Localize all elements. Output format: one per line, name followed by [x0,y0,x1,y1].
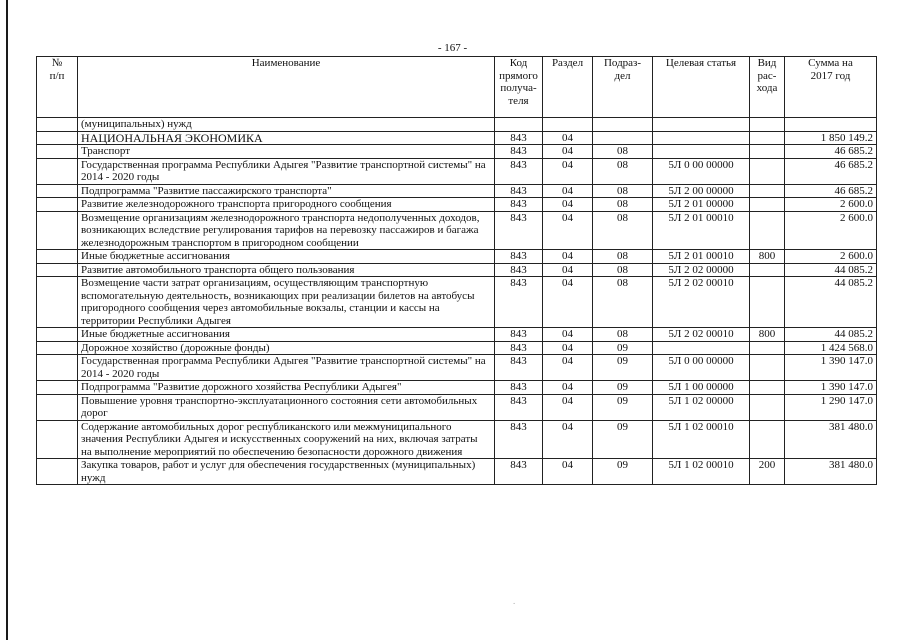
row-section-cell: 04 [543,459,593,485]
row-sum-cell: 44 085.2 [785,328,877,342]
col-header-num: № п/п [37,57,78,118]
row-code-cell: 843 [495,328,543,342]
row-section-cell: 04 [543,381,593,395]
row-num-cell [37,131,78,145]
row-code-cell: 843 [495,459,543,485]
row-target-cell [653,341,750,355]
row-sum-cell: 46 685.2 [785,145,877,159]
table-row [37,328,877,342]
row-subsection-cell: 08 [593,198,653,212]
row-subsection-cell: 08 [593,263,653,277]
row-target-cell: 5Л 0 00 00000 [653,158,750,184]
scan-mark: . [513,596,516,606]
row-num-cell [37,277,78,328]
row-num-cell [37,328,78,342]
scan-left-border [6,0,8,640]
row-code-cell: 843 [495,184,543,198]
row-subsection-cell: 08 [593,145,653,159]
row-name-cell: Государственная программа Республики Адыгея "Развитие транспортной системы" на 2014 - 2020 годы [78,355,495,381]
col-header-type: Вид рас- хода [750,57,785,118]
row-section-cell: 04 [543,328,593,342]
row-num-cell [37,394,78,420]
row-num-cell [37,118,78,132]
row-subsection-cell: 09 [593,381,653,395]
col-header-sum: Сумма на 2017 год [785,57,877,118]
row-code-cell: 843 [495,420,543,459]
table-row [37,355,877,381]
row-name-cell: Иные бюджетные ассигнования [78,328,495,342]
row-subsection-cell: 08 [593,250,653,264]
row-subsection-cell: 08 [593,328,653,342]
row-code-cell: 843 [495,355,543,381]
row-section-cell: 04 [543,145,593,159]
row-name-cell: Транспорт [78,145,495,159]
row-code-cell: 843 [495,131,543,145]
row-code-cell: 843 [495,341,543,355]
row-sum-cell: 1 850 149.2 [785,131,877,145]
row-type-cell [750,158,785,184]
row-code-cell: 843 [495,250,543,264]
row-sum-cell: 1 390 147.0 [785,381,877,395]
row-sum-cell: 44 085.2 [785,277,877,328]
row-name-cell: Государственная программа Республики Адыгея "Развитие транспортной системы" на 2014 - 2020 годы [78,158,495,184]
table-row [37,250,877,264]
row-section-cell: 04 [543,355,593,381]
col-header-target: Целевая статья [653,57,750,118]
col-header-section: Раздел [543,57,593,118]
row-subsection-cell: 09 [593,420,653,459]
row-name-cell: НАЦИОНАЛЬНАЯ ЭКОНОМИКА [78,131,495,145]
row-sum-cell: 2 600.0 [785,211,877,250]
row-name-cell: (муниципальных) нужд [78,118,495,132]
row-code-cell: 843 [495,277,543,328]
row-type-cell [750,394,785,420]
row-type-cell [750,211,785,250]
row-target-cell: 5Л 2 02 00010 [653,328,750,342]
row-type-cell [750,198,785,212]
row-target-cell: 5Л 2 02 00000 [653,263,750,277]
page-number: - 167 - [437,42,468,54]
row-name-cell: Закупка товаров, работ и услуг для обеспечения государственных (муниципальных) нужд [78,459,495,485]
row-subsection-cell: 08 [593,158,653,184]
row-target-cell: 5Л 2 00 00000 [653,184,750,198]
row-subsection-cell [593,131,653,145]
row-type-cell [750,341,785,355]
table-body [37,118,877,485]
row-name-cell: Развитие автомобильного транспорта общего пользования [78,263,495,277]
table-row [37,198,877,212]
col-header-code: Код прямого получа- теля [495,57,543,118]
row-code-cell: 843 [495,198,543,212]
row-type-cell [750,263,785,277]
row-target-cell: 5Л 1 00 00000 [653,381,750,395]
table-row [37,184,877,198]
row-num-cell [37,381,78,395]
row-target-cell: 5Л 0 00 00000 [653,355,750,381]
row-target-cell [653,145,750,159]
row-subsection-cell: 08 [593,277,653,328]
row-code-cell [495,118,543,132]
row-target-cell: 5Л 1 02 00010 [653,459,750,485]
row-sum-cell: 381 480.0 [785,459,877,485]
row-section-cell: 04 [543,184,593,198]
row-name-cell: Подпрограмма "Развитие пассажирского транспорта" [78,184,495,198]
row-target-cell: 5Л 2 01 00010 [653,250,750,264]
row-code-cell: 843 [495,263,543,277]
row-num-cell [37,184,78,198]
row-sum-cell: 1 290 147.0 [785,394,877,420]
row-code-cell: 843 [495,158,543,184]
row-name-cell: Содержание автомобильных дорог республиканского или межмуниципального значения Республики Адыгея и искусственных сооружений на них, включая затраты на выполнение мероприятий по обеспечению безопасности дорожного движения [78,420,495,459]
row-num-cell [37,459,78,485]
row-code-cell: 843 [495,211,543,250]
table-row [37,263,877,277]
table-row [37,118,877,132]
row-sum-cell: 2 600.0 [785,198,877,212]
table-row [37,381,877,395]
table-row [37,420,877,459]
row-type-cell [750,355,785,381]
row-name-cell: Иные бюджетные ассигнования [78,250,495,264]
row-section-cell: 04 [543,263,593,277]
row-name-cell: Дорожное хозяйство (дорожные фонды) [78,341,495,355]
row-target-cell: 5Л 1 02 00010 [653,420,750,459]
row-num-cell [37,420,78,459]
row-section-cell: 04 [543,198,593,212]
row-sum-cell: 46 685.2 [785,158,877,184]
row-subsection-cell [593,118,653,132]
row-num-cell [37,341,78,355]
row-sum-cell: 46 685.2 [785,184,877,198]
row-section-cell: 04 [543,250,593,264]
table-header [37,57,877,118]
row-target-cell [653,118,750,132]
row-num-cell [37,355,78,381]
row-num-cell [37,211,78,250]
row-target-cell: 5Л 2 01 00010 [653,211,750,250]
row-section-cell [543,118,593,132]
row-num-cell [37,198,78,212]
row-type-cell [750,184,785,198]
row-num-cell [37,158,78,184]
row-subsection-cell: 09 [593,394,653,420]
row-section-cell: 04 [543,420,593,459]
row-subsection-cell: 09 [593,459,653,485]
table-row [37,277,877,328]
table-row [37,131,877,145]
row-num-cell [37,250,78,264]
row-type-cell [750,277,785,328]
row-target-cell [653,131,750,145]
row-name-cell: Подпрограмма "Развитие дорожного хозяйства Республики Адыгея" [78,381,495,395]
row-type-cell: 800 [750,328,785,342]
row-section-cell: 04 [543,277,593,328]
row-sum-cell: 44 085.2 [785,263,877,277]
table-row [37,158,877,184]
row-type-cell [750,381,785,395]
row-subsection-cell: 08 [593,211,653,250]
row-code-cell: 843 [495,381,543,395]
row-num-cell [37,145,78,159]
row-section-cell: 04 [543,211,593,250]
row-name-cell: Развитие железнодорожного транспорта пригородного сообщения [78,198,495,212]
row-sum-cell: 381 480.0 [785,420,877,459]
header-row [37,57,877,118]
row-section-cell: 04 [543,158,593,184]
row-section-cell: 04 [543,394,593,420]
row-code-cell: 843 [495,394,543,420]
row-type-cell [750,145,785,159]
row-type-cell: 200 [750,459,785,485]
budget-table [36,56,877,485]
row-type-cell [750,131,785,145]
row-sum-cell [785,118,877,132]
table-row [37,145,877,159]
row-type-cell [750,420,785,459]
row-type-cell: 800 [750,250,785,264]
row-name-cell: Возмещение организациям железнодорожного транспорта недополученных доходов, возникающих вследствие регулирования тарифов на перевозку пассажиров и багажа железнодорожным транспортом в пригородном сообщении [78,211,495,250]
row-num-cell [37,263,78,277]
row-section-cell: 04 [543,341,593,355]
row-type-cell [750,118,785,132]
row-name-cell: Повышение уровня транспортно-эксплуатационного состояния сети автомобильных дорог [78,394,495,420]
table-row [37,459,877,485]
table-row [37,341,877,355]
row-subsection-cell: 09 [593,341,653,355]
table-row [37,394,877,420]
row-target-cell: 5Л 1 02 00000 [653,394,750,420]
row-sum-cell: 2 600.0 [785,250,877,264]
col-header-name: Наименование [78,57,495,118]
row-sum-cell: 1 390 147.0 [785,355,877,381]
row-code-cell: 843 [495,145,543,159]
row-target-cell: 5Л 2 02 00010 [653,277,750,328]
row-sum-cell: 1 424 568.0 [785,341,877,355]
row-name-cell: Возмещение части затрат организациям, осуществляющим транспортную вспомогательную деятельность, возникающих при реализации билетов на автобусы пригородного сообщения через автомобильные вокзалы, станции и кассы на территории Республики Адыгея [78,277,495,328]
row-subsection-cell: 09 [593,355,653,381]
row-subsection-cell: 08 [593,184,653,198]
row-target-cell: 5Л 2 01 00000 [653,198,750,212]
col-header-subsection: Подраз- дел [593,57,653,118]
table-row [37,211,877,250]
row-section-cell: 04 [543,131,593,145]
